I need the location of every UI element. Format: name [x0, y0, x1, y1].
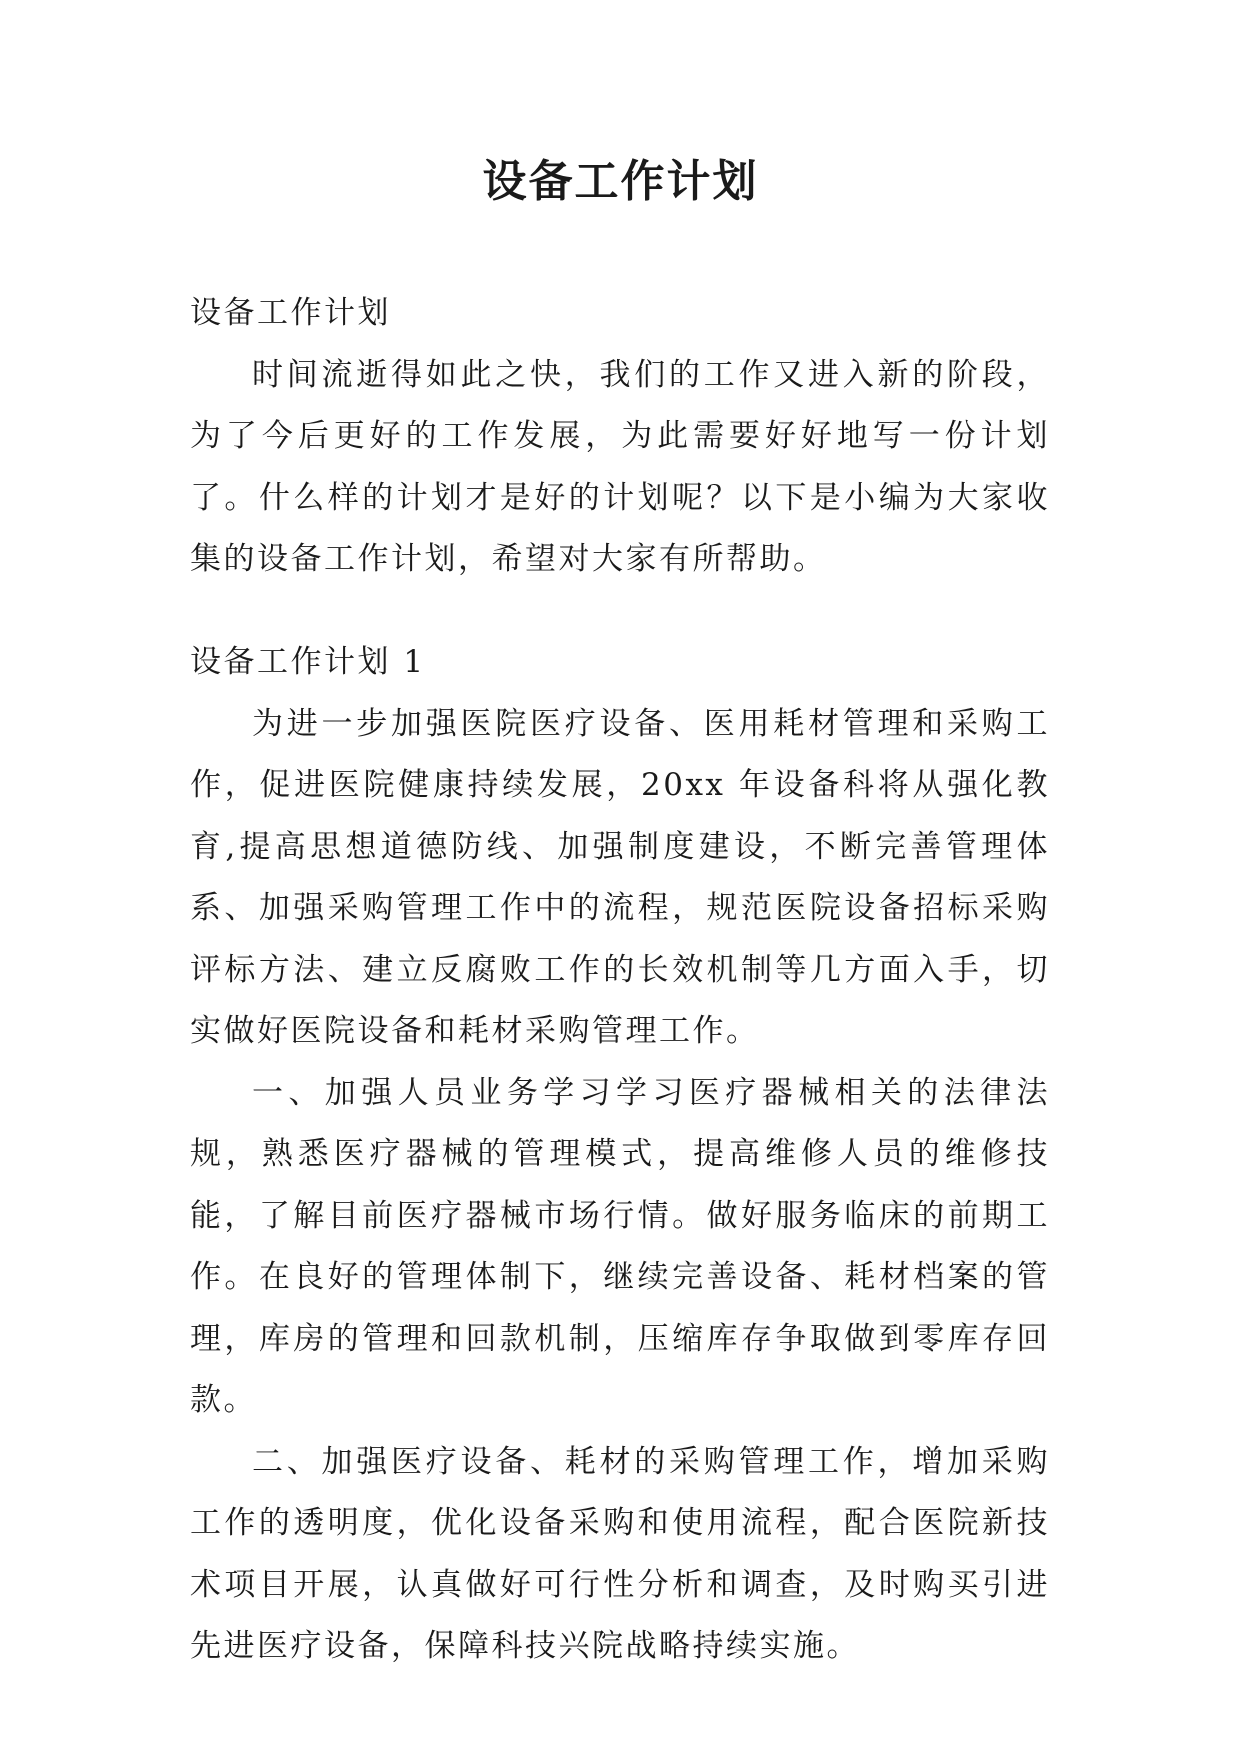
body-paragraph: 为进一步加强医院医疗设备、医用耗材管理和采购工作，促进医院健康持续发展，20xx 年设备科将从强化教育,提高思想道德防线、加强制度建设，不断完善管理体系、加强采购管理工作中的流程，规范医院设备招标采购评标方法、建立反腐败工作的长效机制等几方面入手，切实做好医院设备和耗材采购管理工作。 — [190, 705, 1050, 1049]
body-paragraph: 二、加强医疗设备、耗材的采购管理工作，增加采购工作的透明度，优化设备采购和使用流程，配合医院新技术项目开展，认真做好可行性分析和调查，及时购买引进先进医疗设备，保障科技兴院战略持续实施。 — [190, 1443, 1050, 1664]
plan-section — [190, 632, 1050, 1678]
intro-paragraph: 时间流逝得如此之快，我们的工作又进入新的阶段，为了今后更好的工作发展，为此需要好好地写一份计划了。什么样的计划才是好的计划呢？以下是小编为大家收集的设备工作计划，希望对大家有所帮助。 — [190, 356, 1050, 577]
section-heading: 设备工作计划 1 — [190, 644, 426, 680]
intro-section — [190, 283, 1050, 591]
intro-heading: 设备工作计划 — [190, 295, 391, 331]
document-title: 设备工作计划 — [482, 156, 759, 207]
body-paragraph: 一、加强人员业务学习学习医疗器械相关的法律法规，熟悉医疗器械的管理模式，提高维修人员的维修技能，了解目前医疗器械市场行情。做好服务临床的前期工作。在良好的管理体制下，继续完善设备、耗材档案的管理，库房的管理和回款机制，压缩库存争取做到零库存回款。 — [190, 1074, 1050, 1418]
